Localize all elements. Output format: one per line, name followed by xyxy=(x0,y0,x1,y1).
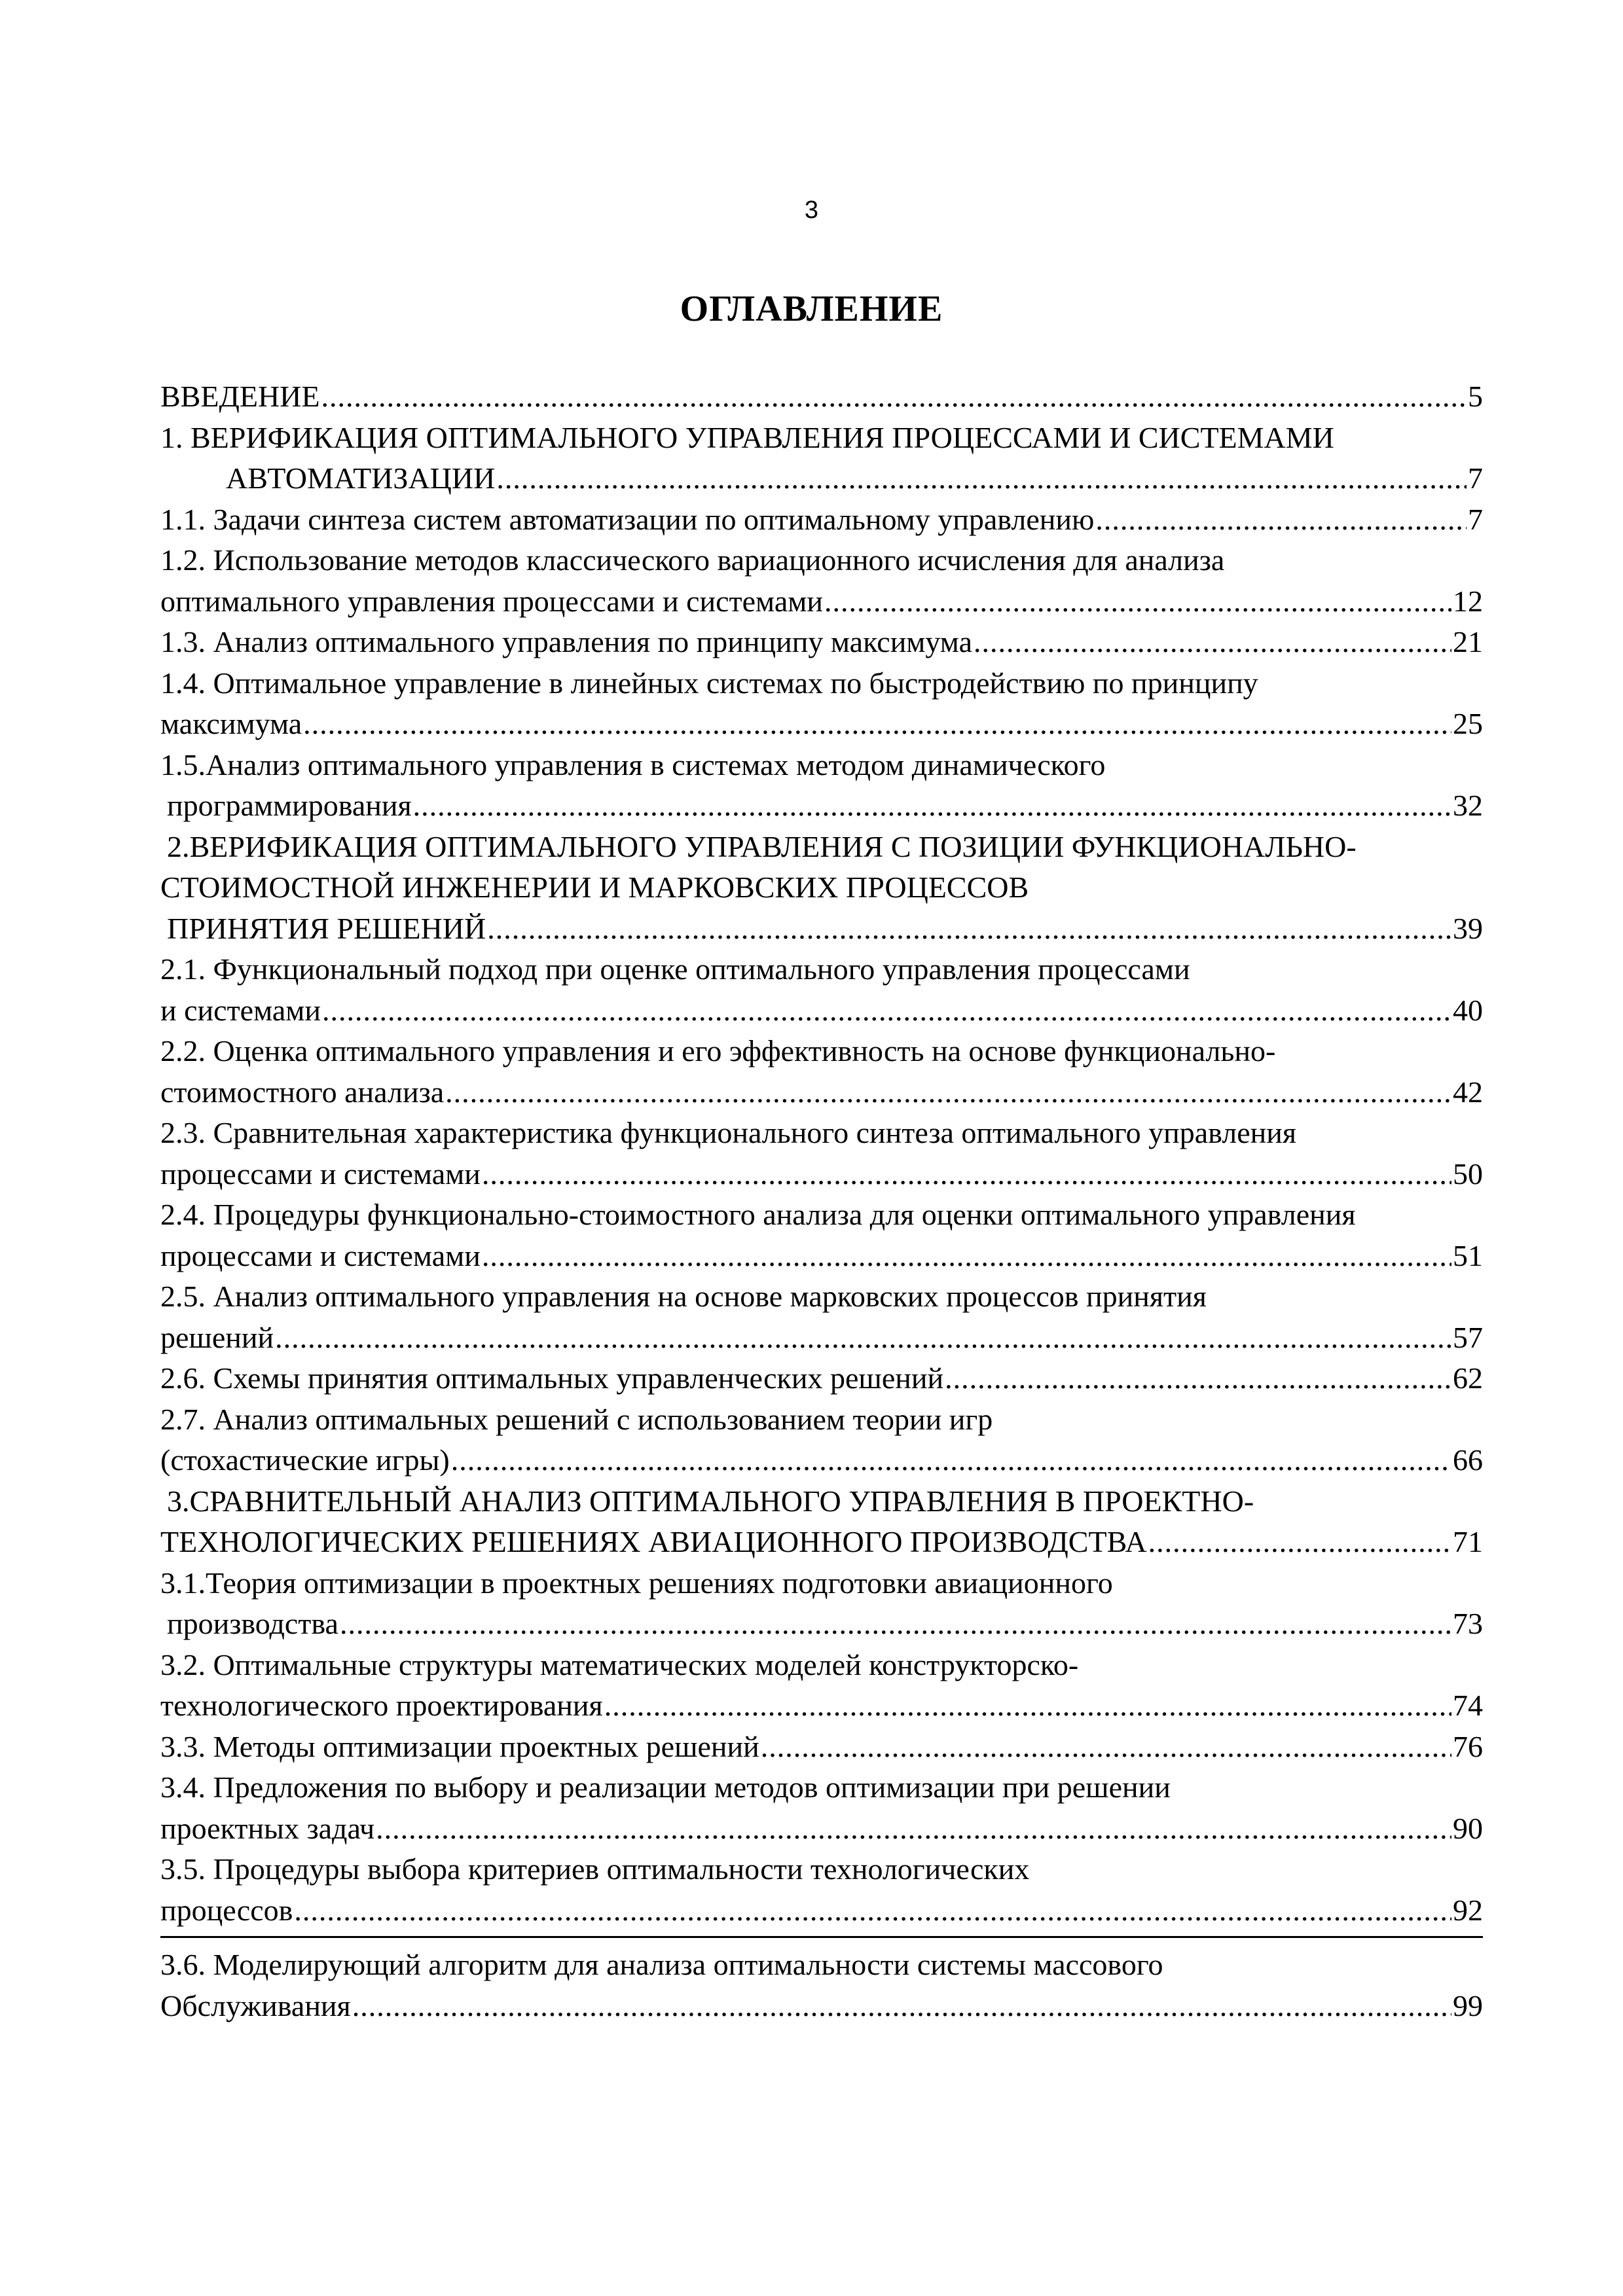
toc-page: 25 xyxy=(1453,707,1483,740)
toc-page: 7 xyxy=(1468,461,1483,495)
toc-entry-intro[interactable]: ВВЕДЕНИЕ ..... 5 xyxy=(160,376,1483,418)
leader-dots xyxy=(945,1358,1451,1399)
toc-entry-1-4-line1[interactable]: 1.4. Оптимальное управление в линейных системах по быстродействию по принципу xyxy=(160,666,1258,700)
leader-dots xyxy=(482,1154,1451,1195)
leader-dots xyxy=(487,908,1451,950)
toc-entry-3-3[interactable]: 3.3. Методы оптимизации проектных решений ..... 76 xyxy=(160,1727,1483,1768)
toc-entry-1-4[interactable]: максимума ..... 25 xyxy=(160,704,1483,745)
leader-dots xyxy=(340,1604,1451,1645)
toc-page: 5 xyxy=(1468,380,1483,413)
leader-dots xyxy=(482,1236,1451,1277)
toc-page: 90 xyxy=(1453,1811,1483,1845)
toc-entry-3-1[interactable]: производства ..... 73 xyxy=(160,1604,1483,1645)
leader-dots xyxy=(303,704,1451,745)
toc-page: 62 xyxy=(1453,1361,1483,1395)
toc-entry-1-1[interactable]: 1.1. Задачи синтеза систем автоматизации по оптимальному управлению ..... 7 xyxy=(160,499,1483,541)
toc-page: 39 xyxy=(1453,911,1483,945)
toc-entry-2-1[interactable]: и системами ..... 40 xyxy=(160,990,1483,1031)
toc-page: 76 xyxy=(1453,1729,1483,1763)
leader-dots xyxy=(1095,499,1467,541)
toc-chapter-2-line1[interactable]: 2.ВЕРИФИКАЦИЯ ОПТИМАЛЬНОГО УПРАВЛЕНИЯ С ПОЗИЦИИ ФУНКЦИОНАЛЬНО- xyxy=(167,829,1357,863)
toc-entry-3-6[interactable]: Обслуживания ..... 99 xyxy=(160,1986,1483,2027)
toc-entry-2-4-line1[interactable]: 2.4. Процедуры функционально-стоимостного анализа для оценки оптимального управления xyxy=(160,1198,1356,1231)
toc-page: 99 xyxy=(1453,1988,1483,2022)
toc-entry-2-3-line1[interactable]: 2.3. Сравнительная характеристика функционального синтеза оптимального управления xyxy=(160,1116,1297,1149)
toc-page: 51 xyxy=(1453,1238,1483,1272)
toc-page: 73 xyxy=(1453,1607,1483,1640)
leader-dots xyxy=(376,1808,1451,1850)
toc-entry-3-1-line1[interactable]: 3.1.Теория оптимизации в проектных решениях подготовки авиационного xyxy=(160,1566,1113,1600)
divider xyxy=(160,1936,1483,1938)
toc-entry-3-6-line1[interactable]: 3.6. Моделирующий алгоритм для анализа оптимальности системы массового xyxy=(160,1948,1163,1981)
leader-dots xyxy=(413,785,1451,827)
leader-dots xyxy=(761,1727,1451,1768)
toc-entry-2-5-line1[interactable]: 2.5. Анализ оптимального управления на основе марковских процессов принятия xyxy=(160,1280,1207,1313)
toc-entry-3-4-line1[interactable]: 3.4. Предложения по выбору и реализации методов оптимизации при решении xyxy=(160,1770,1171,1804)
toc-entry-1-5[interactable]: программирования ..... 32 xyxy=(160,785,1483,827)
table-of-contents xyxy=(160,376,1483,2026)
toc-page: 66 xyxy=(1453,1443,1483,1477)
leader-dots xyxy=(1148,1522,1451,1563)
toc-entry-1-5-line1[interactable]: 1.5.Анализ оптимального управления в системах методом динамического xyxy=(160,747,1106,781)
toc-page: 71 xyxy=(1453,1525,1483,1558)
leader-dots xyxy=(974,622,1451,663)
toc-chapter-3-line1[interactable]: 3.СРАВНИТЕЛЬНЫЙ АНАЛИЗ ОПТИМАЛЬНОГО УПРАВЛЕНИЯ В ПРОЕКТНО- xyxy=(167,1484,1254,1518)
toc-entry-3-2[interactable]: технологического проектирования ..... 74 xyxy=(160,1685,1483,1727)
leader-dots xyxy=(604,1685,1451,1727)
toc-entry-2-3[interactable]: процессами и системами ..... 50 xyxy=(160,1154,1483,1195)
toc-entry-3-5[interactable]: процессов ..... 92 xyxy=(160,1890,1483,1931)
toc-chapter-1-line1[interactable]: 1. ВЕРИФИКАЦИЯ ОПТИМАЛЬНОГО УПРАВЛЕНИЯ ПРОЦЕССАМИ И СИСТЕМАМИ xyxy=(160,420,1334,454)
toc-page: 74 xyxy=(1453,1689,1483,1722)
toc-chapter-3[interactable]: ТЕХНОЛОГИЧЕСКИХ РЕШЕНИЯХ АВИАЦИОННОГО ПРОИЗВОДСТВА ..... 71 xyxy=(160,1522,1483,1563)
toc-page: 92 xyxy=(1453,1893,1483,1927)
toc-entry-1-3[interactable]: 1.3. Анализ оптимального управления по принципу максимума ..... 21 xyxy=(160,622,1483,663)
toc-entry-2-7[interactable]: (стохастические игры) ..... 66 xyxy=(160,1440,1483,1481)
toc-page: 57 xyxy=(1453,1320,1483,1354)
leader-dots xyxy=(451,1440,1451,1481)
toc-entry-2-6[interactable]: 2.6. Схемы принятия оптимальных управленческих решений ..... 62 xyxy=(160,1358,1483,1399)
toc-chapter-2-line2[interactable]: СТОИМОСТНОЙ ИНЖЕНЕРИИ И МАРКОВСКИХ ПРОЦЕССОВ xyxy=(160,870,1029,904)
toc-entry-2-5[interactable]: решений ..... 57 xyxy=(160,1318,1483,1359)
toc-entry-3-4[interactable]: проектных задач ..... 90 xyxy=(160,1808,1483,1850)
page-title: ОГЛАВЛЕНИЕ xyxy=(680,289,943,329)
toc-chapter-2[interactable]: ПРИНЯТИЯ РЕШЕНИЙ ..... 39 xyxy=(160,908,1483,950)
toc-entry-2-2-line1[interactable]: 2.2. Оценка оптимального управления и его эффективность на основе функционально- xyxy=(160,1034,1276,1067)
toc-page: 21 xyxy=(1453,625,1483,658)
leader-dots xyxy=(294,1890,1451,1931)
toc-entry-2-2[interactable]: стоимостного анализа ..... 42 xyxy=(160,1072,1483,1113)
toc-entry-3-2-line1[interactable]: 3.2. Оптимальные структуры математических моделей конструкторско- xyxy=(160,1647,1079,1681)
toc-entry-1-2[interactable]: оптимального управления процессами и системами ..... 12 xyxy=(160,581,1483,622)
leader-dots xyxy=(321,376,1467,418)
toc-page: 40 xyxy=(1453,993,1483,1027)
leader-dots xyxy=(824,581,1451,622)
toc-entry-3-5-line1[interactable]: 3.5. Процедуры выбора критериев оптимальности технологических xyxy=(160,1852,1030,1886)
leader-dots xyxy=(322,990,1451,1031)
page-number: 3 xyxy=(804,196,819,224)
toc-page: 12 xyxy=(1453,584,1483,618)
leader-dots xyxy=(352,1986,1451,2027)
toc-entry-2-1-line1[interactable]: 2.1. Функциональный подход при оценке оптимального управления процессами xyxy=(160,952,1190,986)
toc-entry-2-7-line1[interactable]: 2.7. Анализ оптимальных решений с использованием теории игр xyxy=(160,1402,993,1436)
toc-page: 50 xyxy=(1453,1157,1483,1191)
leader-dots xyxy=(275,1318,1451,1359)
toc-page: 42 xyxy=(1453,1075,1483,1109)
leader-dots xyxy=(496,458,1467,499)
toc-entry-2-4[interactable]: процессами и системами ..... 51 xyxy=(160,1236,1483,1277)
toc-chapter-1[interactable]: АВТОМАТИЗАЦИИ ..... 7 xyxy=(160,458,1483,499)
toc-entry-1-2-line1[interactable]: 1.2. Использование методов классического вариационного исчисления для анализа xyxy=(160,543,1225,577)
toc-page: 32 xyxy=(1453,789,1483,822)
leader-dots xyxy=(445,1072,1451,1113)
toc-page: 7 xyxy=(1468,502,1483,536)
